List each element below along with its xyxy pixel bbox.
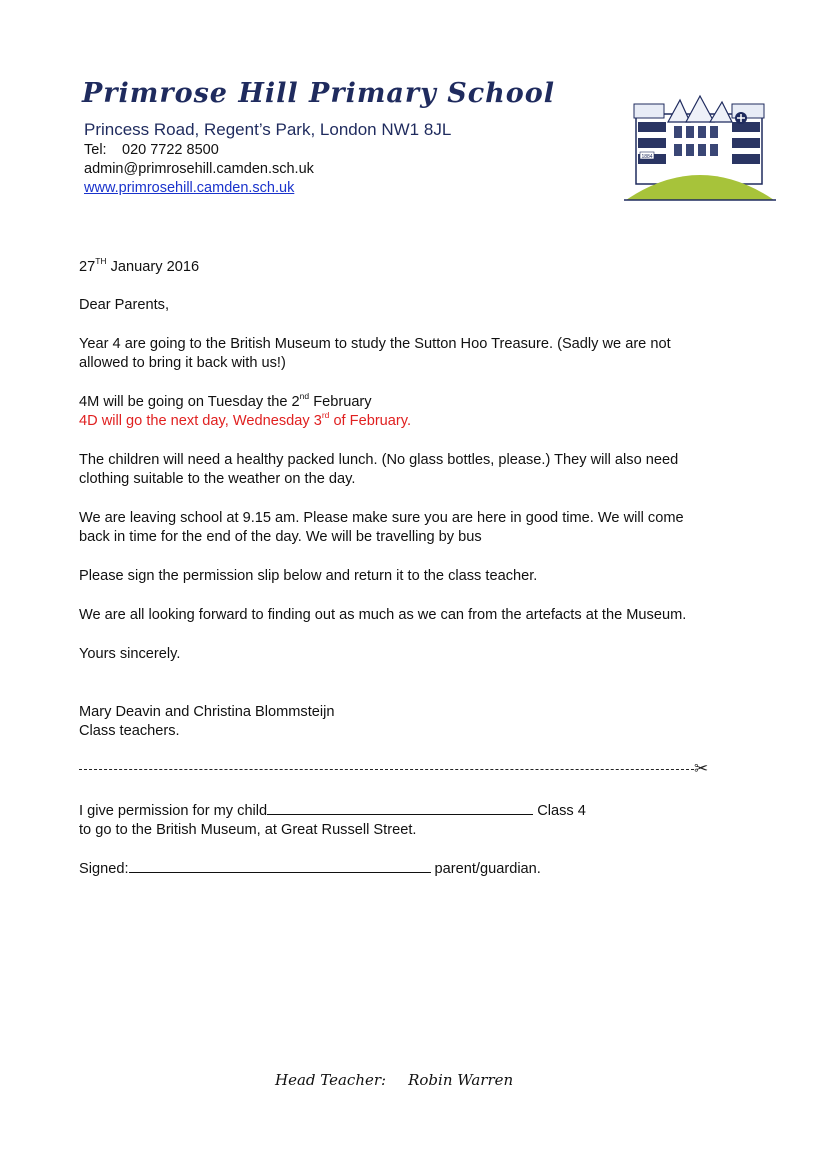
paragraph-line: allowed to bring it back with us!) (79, 355, 286, 371)
paragraph-departure (79, 509, 684, 547)
telephone-label: Tel: (84, 142, 107, 158)
class-4m-sup: nd (299, 391, 310, 402)
paragraph-trip-intro (79, 335, 671, 373)
date-rest: January 2016 (106, 259, 200, 275)
head-teacher-label: Head Teacher: (275, 1071, 387, 1089)
cut-line (79, 769, 694, 770)
salutation: Dear Parents, (79, 297, 170, 313)
school-telephone (84, 142, 219, 158)
class-4d-date (79, 412, 411, 431)
paragraph-line: Year 4 are going to the British Museum to study the Sutton Hoo Treasure. (Sadly we are not (79, 336, 671, 352)
logo-date-plaque: 1884 (641, 154, 653, 160)
date-day: 27 (79, 259, 96, 275)
school-building-icon (624, 92, 776, 202)
class-4m-end: February (309, 394, 372, 410)
paragraph-line: The children will need a healthy packed lunch. (No glass bottles, please.) They will also need (79, 452, 679, 468)
permission-line (79, 799, 586, 821)
scissors-icon: ✂ (694, 759, 709, 778)
school-website-link[interactable]: www.primrosehill.camden.sch.uk (84, 180, 295, 196)
school-address: Princess Road, Regent’s Park, London NW1 8JL (84, 120, 452, 139)
class-4d-text: 4D will go the next day, Wednesday 3 (79, 413, 322, 429)
signatories-names: Mary Deavin and Christina Blommsteijn (79, 704, 335, 720)
paragraph-line: clothing suitable to the weather on the day. (79, 471, 356, 487)
school-name: Primrose Hill Primary School (82, 78, 556, 109)
school-email: admin@primrosehill.camden.sch.uk (84, 161, 314, 177)
signed-suffix: parent/guardian. (430, 861, 541, 877)
paragraph-looking-forward: We are all looking forward to finding out as much as we can from the artefacts at the Museum. (79, 607, 687, 623)
signature-line (79, 857, 541, 879)
head-teacher-name: Robin Warren (408, 1071, 514, 1089)
permission-prefix: I give permission for my child (79, 803, 268, 819)
paragraph-line: back in time for the end of the day. We will be travelling by bus (79, 529, 482, 545)
footer-head-teacher (275, 1071, 513, 1089)
paragraph-packed-lunch (79, 451, 678, 489)
permission-slip (79, 799, 586, 840)
signatories (79, 703, 334, 741)
signed-label: Signed: (79, 861, 129, 877)
letter-date (79, 258, 199, 277)
paragraph-line: We are leaving school at 9.15 am. Please make sure you are here in good time. We will come (79, 510, 684, 526)
telephone-number: 020 7722 8500 (122, 142, 219, 158)
class-4m-text: 4M will be going on Tuesday the 2 (79, 394, 300, 410)
permission-suffix: Class 4 (533, 803, 586, 819)
child-name-field[interactable] (267, 799, 533, 815)
paragraph-permission-request: Please sign the permission slip below and return it to the class teacher. (79, 568, 538, 584)
class-4d-sup: rd (321, 410, 330, 421)
signatories-role: Class teachers. (79, 723, 180, 739)
parent-signature-field[interactable] (129, 857, 431, 873)
date-suffix: TH (95, 256, 107, 267)
closing: Yours sincerely. (79, 646, 181, 662)
class-4d-end: of February. (329, 413, 412, 429)
permission-line-2: to go to the British Museum, at Great Russell Street. (79, 822, 417, 838)
